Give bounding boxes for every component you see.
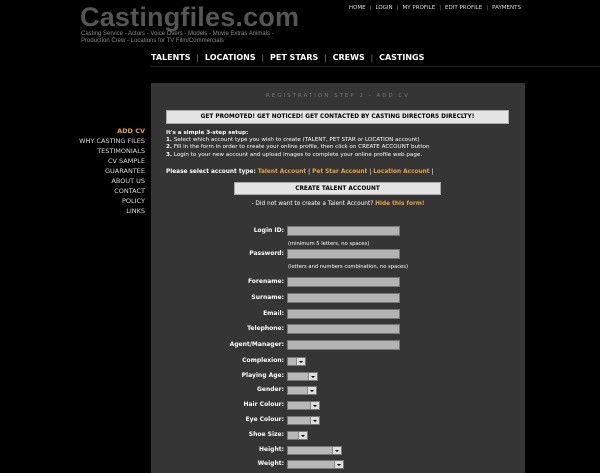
sidebar-menu <box>79 126 145 216</box>
login-id-label: Login ID: <box>253 227 284 234</box>
gender-select[interactable] <box>287 386 317 395</box>
email-input[interactable] <box>287 309 400 319</box>
nav-crews[interactable]: CREWS <box>332 53 365 62</box>
sidebar-item-testimonials[interactable]: TESTIMONIALS <box>97 147 145 155</box>
chevron-down-icon <box>307 387 316 394</box>
shoe-size-select[interactable] <box>287 431 308 440</box>
registration-panel <box>151 83 525 473</box>
nav-castings[interactable]: CASTINGS <box>379 53 425 62</box>
sidebar-item-about-us[interactable]: ABOUT US <box>111 177 145 185</box>
hide-form-link[interactable]: Hide this form! <box>375 201 425 207</box>
hair-colour-select[interactable] <box>287 401 320 410</box>
chevron-down-icon <box>334 461 343 468</box>
telephone-label: Telephone: <box>247 325 284 332</box>
sidebar-item-links[interactable]: LINKS <box>126 207 145 215</box>
chevron-down-icon <box>332 447 341 454</box>
login-id-input[interactable] <box>287 226 400 236</box>
telephone-input[interactable] <box>287 324 400 334</box>
chevron-down-icon <box>308 373 317 380</box>
sidebar-item-why-casting-files[interactable]: WHY CASTING FILES <box>79 137 145 145</box>
email-label: Email: <box>263 310 284 317</box>
step-title: REGISTRATION STEP 2 - ADD CV <box>265 93 411 99</box>
nav-pet-stars[interactable]: PET STARS <box>269 53 319 62</box>
surname-input[interactable] <box>287 293 400 303</box>
login-id-hint: (minimum 5 letters, no spaces) <box>288 241 370 247</box>
password-input[interactable] <box>287 249 400 259</box>
talent-account-link[interactable]: Talent Account <box>257 169 307 175</box>
topnav-my-profile[interactable]: MY PROFILE <box>402 5 436 11</box>
complexion-label: Complexion: <box>242 357 284 364</box>
weight-label: Weight: <box>257 460 284 467</box>
sidebar-item-policy[interactable]: POLICY <box>122 197 145 205</box>
account-separator: | <box>431 169 434 175</box>
topnav-separator: | <box>486 5 489 11</box>
sidebar-item-contact[interactable]: CONTACT <box>114 187 145 195</box>
nav-locations[interactable]: LOCATIONS <box>204 53 256 62</box>
site-tagline: Casting Service - Actors - Voice Overs - Models - Movie Extras Animals - Production Crew - Locations for TV Film/Commercials <box>81 31 274 44</box>
topnav-login[interactable]: LOGIN <box>375 5 393 11</box>
topnav-home[interactable]: HOME <box>348 5 366 11</box>
topnav-separator: | <box>396 5 399 11</box>
nav-separator: | <box>324 53 327 62</box>
topnav-edit-profile[interactable]: EDIT PROFILE <box>445 5 483 11</box>
step-text: Login to your new account and upload images to complete your online profile web page. <box>173 151 423 158</box>
eye-colour-label: Eye Colour: <box>245 416 284 423</box>
gender-label: Gender: <box>257 386 284 393</box>
not-want-text: - Did not want to create a Talent Account? <box>251 201 374 207</box>
nav-separator: | <box>370 53 374 62</box>
pet-star-account-link[interactable]: Pet Star Account <box>312 169 368 175</box>
eye-colour-select[interactable] <box>287 416 320 425</box>
setup-instructions <box>166 130 516 159</box>
step-number: 3. <box>166 151 173 158</box>
forename-label: Forename: <box>247 278 284 285</box>
surname-label: Surname: <box>251 294 284 301</box>
nav-separator: | <box>196 53 199 62</box>
complexion-select[interactable] <box>287 357 306 366</box>
promo-banner: GET PROMOTED! GET NOTICED! GET CONTACTED BY CASTING DIRECTORS DIRECLTY! <box>166 110 509 124</box>
account-type-selector <box>166 169 434 175</box>
height-select[interactable] <box>287 446 342 455</box>
forename-input[interactable] <box>287 277 400 287</box>
hide-form-notice <box>151 201 525 207</box>
step-number: 2. <box>166 144 173 151</box>
nav-talents[interactable]: TALENTS <box>151 53 191 62</box>
chevron-down-icon <box>296 358 305 365</box>
chevron-down-icon <box>310 417 319 424</box>
chevron-down-icon <box>298 432 307 439</box>
nav-divider <box>151 66 600 67</box>
hair-colour-label: Hair Colour: <box>243 401 284 408</box>
shoe-size-label: Shoe Size: <box>248 431 284 438</box>
topnav-separator: | <box>439 5 442 11</box>
playing-age-select[interactable] <box>287 372 318 381</box>
password-label: Password: <box>249 250 284 257</box>
location-account-link[interactable]: Location Account <box>373 169 430 175</box>
account-type-prompt: Please select account type: <box>166 169 256 175</box>
agent-manager-input[interactable] <box>287 340 400 350</box>
step-text: Fill in the form in order to create your online profile, then click on CREATE ACCOUNT button <box>173 144 430 151</box>
main-navigation <box>151 53 424 62</box>
account-separator: | <box>308 169 311 175</box>
site-logo[interactable]: Castingfiles.com <box>80 2 300 32</box>
playing-age-label: Playing Age: <box>241 372 284 379</box>
password-hint: (letters and numbers combination, no spaces) <box>288 264 408 270</box>
sidebar-item-cv-sample[interactable]: CV SAMPLE <box>107 157 145 165</box>
topnav-separator: | <box>369 5 372 11</box>
top-navigation <box>345 5 525 11</box>
agent-manager-label: Agent/Manager: <box>229 341 284 348</box>
step-number: 1. <box>166 137 173 144</box>
create-talent-account-button[interactable]: CREATE TALENT ACCOUNT <box>234 182 441 195</box>
account-separator: | <box>369 169 372 175</box>
nav-separator: | <box>261 53 264 62</box>
intro-title: It's a simple 3-step setup: <box>166 130 249 136</box>
height-label: Height: <box>259 446 284 453</box>
sidebar-item-guarantee[interactable]: GUARANTEE <box>105 167 145 175</box>
topnav-payments[interactable]: PAYMENTS <box>492 5 521 11</box>
chevron-down-icon <box>310 402 319 409</box>
sidebar-item-add-cv[interactable]: ADD CV <box>117 127 145 135</box>
step-text: Select which account type you wish to create (TALENT, PET STAR or LOCATION account) <box>173 137 420 144</box>
weight-select[interactable] <box>287 460 344 469</box>
